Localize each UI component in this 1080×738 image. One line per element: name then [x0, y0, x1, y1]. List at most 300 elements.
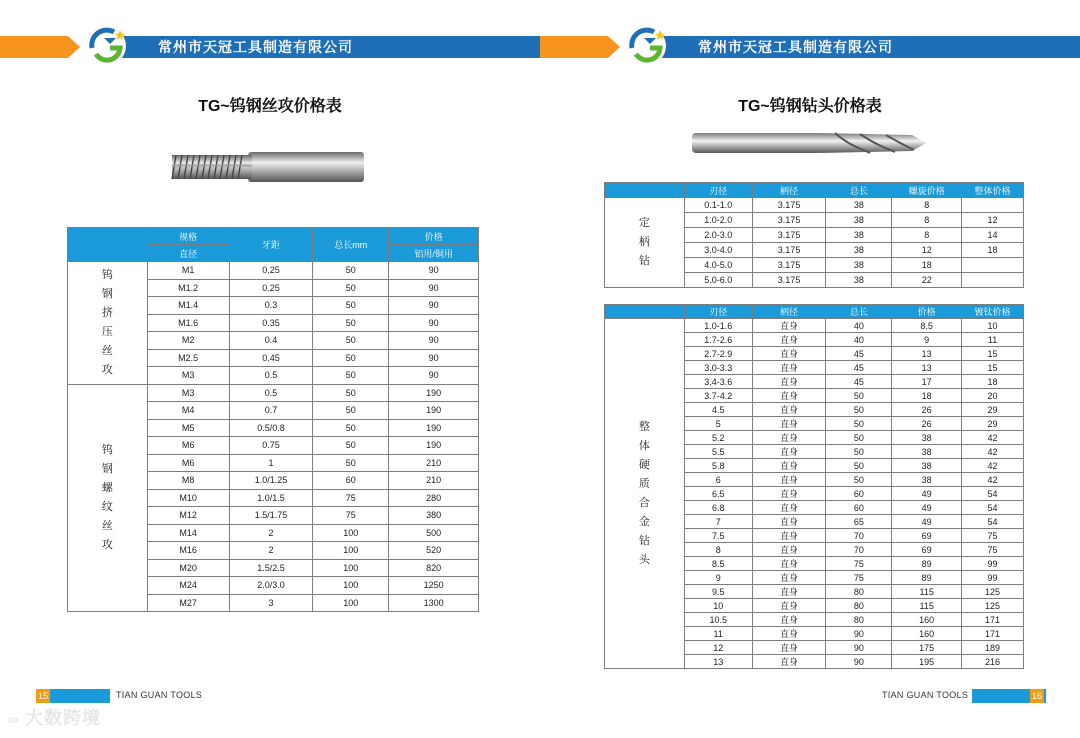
- table-cell: 100: [313, 559, 389, 577]
- table-cell: 90: [826, 641, 892, 655]
- table-cell: 29: [962, 417, 1024, 431]
- column-header: 刃径: [684, 305, 752, 319]
- table-cell: 90: [389, 367, 479, 385]
- table-cell: 直身: [752, 557, 826, 571]
- table-cell: 80: [826, 585, 892, 599]
- table-cell: 190: [389, 419, 479, 437]
- table-cell: 15: [962, 361, 1024, 375]
- table-cell: 直身: [752, 333, 826, 347]
- fixed-shank-drill-table: [604, 182, 1024, 288]
- table-cell: 520: [389, 542, 479, 560]
- tap-tool-image: [170, 148, 366, 186]
- table-cell: 115: [892, 599, 962, 613]
- company-name: 常州市天冠工具制造有限公司: [698, 39, 893, 55]
- category-label-char: 攻: [101, 538, 113, 551]
- category-label-char: 硬: [638, 458, 650, 471]
- table-cell: 直身: [752, 347, 826, 361]
- watermark-logo-icon: ∞: [8, 711, 19, 727]
- table-cell: 5: [684, 417, 752, 431]
- table-cell: 90: [389, 314, 479, 332]
- table-cell: 9: [892, 333, 962, 347]
- table-cell: 190: [389, 402, 479, 420]
- category-label-char: 钨: [101, 443, 113, 456]
- category-label-char: 质: [638, 477, 650, 490]
- length-header: 总长mm: [313, 228, 389, 262]
- table-cell: 90: [389, 332, 479, 350]
- table-cell: 50: [826, 431, 892, 445]
- table-cell: 3.4-3.6: [684, 375, 752, 389]
- table-cell: 直身: [752, 319, 826, 333]
- table-cell: 18: [892, 258, 962, 273]
- table-cell: 直身: [752, 431, 826, 445]
- table-cell: 13: [684, 655, 752, 669]
- table-cell: 49: [892, 501, 962, 515]
- category-label-char: 头: [638, 553, 650, 566]
- table-cell: 100: [313, 594, 389, 612]
- company-name: 常州市天冠工具制造有限公司: [158, 39, 353, 55]
- header-arrow: [0, 36, 80, 58]
- table-cell: M24: [147, 577, 229, 595]
- table-cell: 10: [962, 319, 1024, 333]
- table-cell: 直身: [752, 571, 826, 585]
- table-cell: 0.5/0.8: [229, 419, 313, 437]
- page-number: 16: [1031, 691, 1042, 701]
- column-header: 螺旋价格: [892, 183, 962, 198]
- table-cell: 直身: [752, 641, 826, 655]
- category-label-char: 定: [638, 217, 650, 229]
- table-cell: 6.8: [684, 501, 752, 515]
- table-cell: 90: [389, 279, 479, 297]
- price-header: 价格: [389, 228, 479, 245]
- table-cell: 38: [826, 273, 892, 288]
- watermark-text: 大数跨境: [25, 708, 101, 728]
- table-cell: 3.175: [752, 243, 826, 258]
- table-cell: 49: [892, 515, 962, 529]
- table-cell: 90: [826, 627, 892, 641]
- spec-header: 规格: [147, 228, 229, 245]
- table-cell: 38: [826, 198, 892, 213]
- table-cell: 50: [313, 332, 389, 350]
- table-cell: 直身: [752, 501, 826, 515]
- type-header: [68, 228, 148, 262]
- table-cell: 1.0-1.6: [684, 319, 752, 333]
- table-cell: 2: [229, 542, 313, 560]
- table-cell: 50: [313, 419, 389, 437]
- table-row: [605, 319, 1024, 333]
- category-label-char: 纹: [101, 500, 113, 513]
- table-cell: 50: [313, 384, 389, 402]
- column-header: 柄径: [752, 183, 826, 198]
- table-cell: 12: [962, 213, 1024, 228]
- table-cell: 160: [892, 627, 962, 641]
- table-cell: 直身: [752, 361, 826, 375]
- table-cell: 0.7: [229, 402, 313, 420]
- table-cell: 22: [892, 273, 962, 288]
- table-cell: 1.7-2.6: [684, 333, 752, 347]
- solid-carbide-drill-table: [604, 304, 1024, 669]
- table-cell: 40: [826, 333, 892, 347]
- table-cell: M27: [147, 594, 229, 612]
- table-cell: 38: [826, 258, 892, 273]
- table-cell: 115: [892, 585, 962, 599]
- table-cell: 70: [826, 529, 892, 543]
- table-cell: 125: [962, 599, 1024, 613]
- table-cell: 1250: [389, 577, 479, 595]
- table-cell: 50: [826, 445, 892, 459]
- table-cell: 75: [962, 529, 1024, 543]
- category-label-char: 体: [638, 439, 650, 452]
- table-cell: 99: [962, 557, 1024, 571]
- table-cell: 直身: [752, 487, 826, 501]
- table-cell: 10.5: [684, 613, 752, 627]
- table-cell: 直身: [752, 389, 826, 403]
- type-header: [605, 183, 685, 198]
- column-header: 刃径: [684, 183, 752, 198]
- table-cell: 8: [892, 213, 962, 228]
- table-cell: 8: [892, 198, 962, 213]
- tap-price-table: [67, 227, 479, 612]
- table-cell: M16: [147, 542, 229, 560]
- table-cell: 7: [684, 515, 752, 529]
- table-cell: 直身: [752, 445, 826, 459]
- table-cell: 90: [826, 655, 892, 669]
- table-cell: 0.25: [229, 262, 313, 280]
- table-cell: 65: [826, 515, 892, 529]
- table-cell: 0.3: [229, 297, 313, 315]
- table-cell: 100: [313, 577, 389, 595]
- table-cell: 3.175: [752, 198, 826, 213]
- table-cell: 直身: [752, 375, 826, 389]
- table-cell: 75: [313, 489, 389, 507]
- table-cell: 11: [684, 627, 752, 641]
- table-cell: 80: [826, 599, 892, 613]
- table-cell: 0.35: [229, 314, 313, 332]
- table-cell: [962, 198, 1024, 213]
- table-cell: M1.4: [147, 297, 229, 315]
- table-cell: M5: [147, 419, 229, 437]
- table-cell: 2.7-2.9: [684, 347, 752, 361]
- column-header: 总长: [826, 305, 892, 319]
- table-cell: 直身: [752, 417, 826, 431]
- table-cell: M3: [147, 367, 229, 385]
- table-cell: M1.2: [147, 279, 229, 297]
- table-cell: M20: [147, 559, 229, 577]
- table-cell: 69: [892, 543, 962, 557]
- table-cell: M4: [147, 402, 229, 420]
- category-label-char: 合: [638, 496, 650, 509]
- table-cell: 195: [892, 655, 962, 669]
- table-cell: 50: [313, 349, 389, 367]
- category-label-char: 钢: [101, 287, 113, 300]
- table-cell: 38: [892, 445, 962, 459]
- table-cell: 42: [962, 473, 1024, 487]
- category-label-char: 钢: [101, 462, 113, 475]
- table-cell: 13: [892, 361, 962, 375]
- table-cell: 18: [962, 243, 1024, 258]
- table-row: [605, 198, 1024, 213]
- table-cell: 50: [313, 367, 389, 385]
- table-cell: 1.0/1.5: [229, 489, 313, 507]
- table-cell: 直身: [752, 655, 826, 669]
- table-cell: 100: [313, 524, 389, 542]
- table-cell: 8.5: [892, 319, 962, 333]
- table-cell: 0.45: [229, 349, 313, 367]
- table-cell: 90: [389, 297, 479, 315]
- category-label: [605, 319, 685, 669]
- table-cell: 175: [892, 641, 962, 655]
- table-cell: 50: [826, 473, 892, 487]
- category-label-char: 金: [638, 515, 650, 528]
- table-cell: 90: [389, 349, 479, 367]
- table-cell: 4.5: [684, 403, 752, 417]
- category-label-char: 丝: [101, 344, 113, 357]
- table-cell: 45: [826, 347, 892, 361]
- table-cell: 5.8: [684, 459, 752, 473]
- table-cell: 1.5/2.5: [229, 559, 313, 577]
- table-cell: 99: [962, 571, 1024, 585]
- table-cell: 3.0-3.3: [684, 361, 752, 375]
- table-cell: 69: [892, 529, 962, 543]
- table-cell: M14: [147, 524, 229, 542]
- table-cell: 6: [684, 473, 752, 487]
- table-cell: 75: [826, 557, 892, 571]
- table-cell: M2.5: [147, 349, 229, 367]
- table-cell: 2.0/3.0: [229, 577, 313, 595]
- table-cell: 3.175: [752, 213, 826, 228]
- table-cell: 直身: [752, 515, 826, 529]
- table-cell: 60: [826, 487, 892, 501]
- table-cell: 1300: [389, 594, 479, 612]
- column-header: 总长: [826, 183, 892, 198]
- table-cell: 3.175: [752, 228, 826, 243]
- table-cell: 38: [826, 243, 892, 258]
- table-cell: 11: [962, 333, 1024, 347]
- table-cell: 42: [962, 445, 1024, 459]
- table-cell: M8: [147, 472, 229, 490]
- table-cell: 38: [892, 459, 962, 473]
- table-cell: 直身: [752, 613, 826, 627]
- table-cell: 18: [962, 375, 1024, 389]
- category-label-char: 钻: [638, 255, 650, 267]
- table-cell: 280: [389, 489, 479, 507]
- table-cell: 13: [892, 347, 962, 361]
- table-cell: 17: [892, 375, 962, 389]
- table-cell: M12: [147, 507, 229, 525]
- table-cell: 50: [826, 459, 892, 473]
- table-cell: 3.175: [752, 258, 826, 273]
- table-cell: 60: [313, 472, 389, 490]
- table-cell: 直身: [752, 529, 826, 543]
- footer-brand: TIAN GUAN TOOLS: [116, 690, 203, 700]
- table-cell: 210: [389, 454, 479, 472]
- table-cell: 直身: [752, 403, 826, 417]
- table-cell: 49: [892, 487, 962, 501]
- type-header: [605, 305, 685, 319]
- table-cell: 100: [313, 542, 389, 560]
- table-cell: [962, 273, 1024, 288]
- table-cell: 45: [826, 375, 892, 389]
- table-cell: 1.0-2.0: [684, 213, 752, 228]
- table-cell: [962, 258, 1024, 273]
- category-label-char: 挤: [101, 306, 113, 319]
- page-title: TG~钨钢丝攻价格表: [198, 98, 342, 115]
- table-cell: 4.0-5.0: [684, 258, 752, 273]
- table-cell: 50: [313, 437, 389, 455]
- category-label: [605, 198, 685, 288]
- table-cell: 820: [389, 559, 479, 577]
- table-row: [68, 384, 479, 402]
- table-cell: 5.5: [684, 445, 752, 459]
- table-cell: 125: [962, 585, 1024, 599]
- table-cell: 直身: [752, 627, 826, 641]
- table-cell: 0.1-1.0: [684, 198, 752, 213]
- footer-brand: TIAN GUAN TOOLS: [882, 690, 969, 700]
- table-cell: 10: [684, 599, 752, 613]
- table-cell: 0.75: [229, 437, 313, 455]
- table-cell: 5.0-6.0: [684, 273, 752, 288]
- category-label-char: 丝: [101, 519, 113, 532]
- table-cell: 89: [892, 557, 962, 571]
- table-cell: 38: [892, 431, 962, 445]
- table-cell: 5.2: [684, 431, 752, 445]
- table-cell: 26: [892, 403, 962, 417]
- table-cell: 50: [313, 402, 389, 420]
- table-cell: 14: [962, 228, 1024, 243]
- table-cell: 75: [962, 543, 1024, 557]
- table-cell: 12: [684, 641, 752, 655]
- table-cell: M3: [147, 384, 229, 402]
- table-cell: 直身: [752, 599, 826, 613]
- table-cell: M1: [147, 262, 229, 280]
- table-cell: 50: [313, 262, 389, 280]
- table-cell: 42: [962, 431, 1024, 445]
- table-cell: 8: [684, 543, 752, 557]
- table-cell: 38: [826, 228, 892, 243]
- table-cell: 26: [892, 417, 962, 431]
- diameter-header: 直径: [147, 245, 229, 262]
- table-cell: 50: [826, 403, 892, 417]
- table-cell: 89: [892, 571, 962, 585]
- table-cell: 160: [892, 613, 962, 627]
- table-cell: 50: [826, 389, 892, 403]
- table-cell: 直身: [752, 473, 826, 487]
- table-cell: 0.5: [229, 367, 313, 385]
- table-cell: 171: [962, 613, 1024, 627]
- category-label-char: 钻: [638, 534, 650, 547]
- table-cell: M6: [147, 454, 229, 472]
- table-cell: 15: [962, 347, 1024, 361]
- table-cell: 直身: [752, 543, 826, 557]
- table-cell: 42: [962, 459, 1024, 473]
- category-label-char: 钨: [101, 268, 113, 281]
- table-cell: 189: [962, 641, 1024, 655]
- table-cell: 54: [962, 487, 1024, 501]
- category-label-char: 螺: [101, 481, 113, 494]
- table-cell: M6: [147, 437, 229, 455]
- table-cell: 380: [389, 507, 479, 525]
- table-cell: 75: [313, 507, 389, 525]
- table-cell: 2: [229, 524, 313, 542]
- table-cell: 直身: [752, 459, 826, 473]
- table-cell: 60: [826, 501, 892, 515]
- table-cell: 29: [962, 403, 1024, 417]
- table-cell: 0.25: [229, 279, 313, 297]
- table-cell: 75: [826, 571, 892, 585]
- table-cell: M10: [147, 489, 229, 507]
- table-cell: 6.5: [684, 487, 752, 501]
- table-cell: 500: [389, 524, 479, 542]
- table-cell: 50: [313, 297, 389, 315]
- table-cell: 7.5: [684, 529, 752, 543]
- table-row: [68, 262, 479, 280]
- table-cell: 90: [389, 262, 479, 280]
- category-label: [68, 262, 148, 385]
- table-cell: 54: [962, 515, 1024, 529]
- right-page: [540, 0, 1080, 738]
- table-cell: 1.5/1.75: [229, 507, 313, 525]
- table-cell: 18: [892, 389, 962, 403]
- watermark: [8, 704, 101, 730]
- table-cell: 38: [826, 213, 892, 228]
- table-cell: 直身: [752, 585, 826, 599]
- table-cell: M2: [147, 332, 229, 350]
- table-cell: 50: [313, 314, 389, 332]
- column-header: 整体价格: [962, 183, 1024, 198]
- table-cell: 12: [892, 243, 962, 258]
- table-cell: 1: [229, 454, 313, 472]
- column-header: 柄径: [752, 305, 826, 319]
- table-cell: 9.5: [684, 585, 752, 599]
- category-label-char: 压: [101, 325, 113, 338]
- table-cell: 0.5: [229, 384, 313, 402]
- table-cell: 50: [826, 417, 892, 431]
- category-label-char: 攻: [101, 363, 113, 376]
- table-cell: 9: [684, 571, 752, 585]
- table-cell: 216: [962, 655, 1024, 669]
- price-sub-header: 铝用/铜用: [389, 245, 479, 262]
- pitch-header: 牙距: [229, 228, 313, 262]
- table-cell: 45: [826, 361, 892, 375]
- company-logo-icon: [624, 24, 670, 68]
- table-cell: 70: [826, 543, 892, 557]
- table-cell: 8.5: [684, 557, 752, 571]
- table-cell: 0.4: [229, 332, 313, 350]
- column-header: 价格: [892, 305, 962, 319]
- table-cell: 20: [962, 389, 1024, 403]
- table-cell: 1.0/1.25: [229, 472, 313, 490]
- table-cell: 3: [229, 594, 313, 612]
- table-cell: 3.7-4.2: [684, 389, 752, 403]
- table-cell: 2.0-3.0: [684, 228, 752, 243]
- page-number: 15: [37, 691, 48, 701]
- table-cell: 3.0-4.0: [684, 243, 752, 258]
- table-cell: 210: [389, 472, 479, 490]
- table-cell: 40: [826, 319, 892, 333]
- table-cell: 80: [826, 613, 892, 627]
- table-cell: 171: [962, 627, 1024, 641]
- table-cell: 50: [313, 454, 389, 472]
- table-cell: 54: [962, 501, 1024, 515]
- drill-tool-image: [690, 126, 930, 160]
- table-cell: 190: [389, 384, 479, 402]
- column-header: 镀钛价格: [962, 305, 1024, 319]
- table-cell: M1.6: [147, 314, 229, 332]
- table-cell: 8: [892, 228, 962, 243]
- company-logo-icon: [84, 24, 130, 68]
- table-cell: 38: [892, 473, 962, 487]
- page-title: TG~钨钢钻头价格表: [738, 98, 882, 115]
- table-cell: 50: [313, 279, 389, 297]
